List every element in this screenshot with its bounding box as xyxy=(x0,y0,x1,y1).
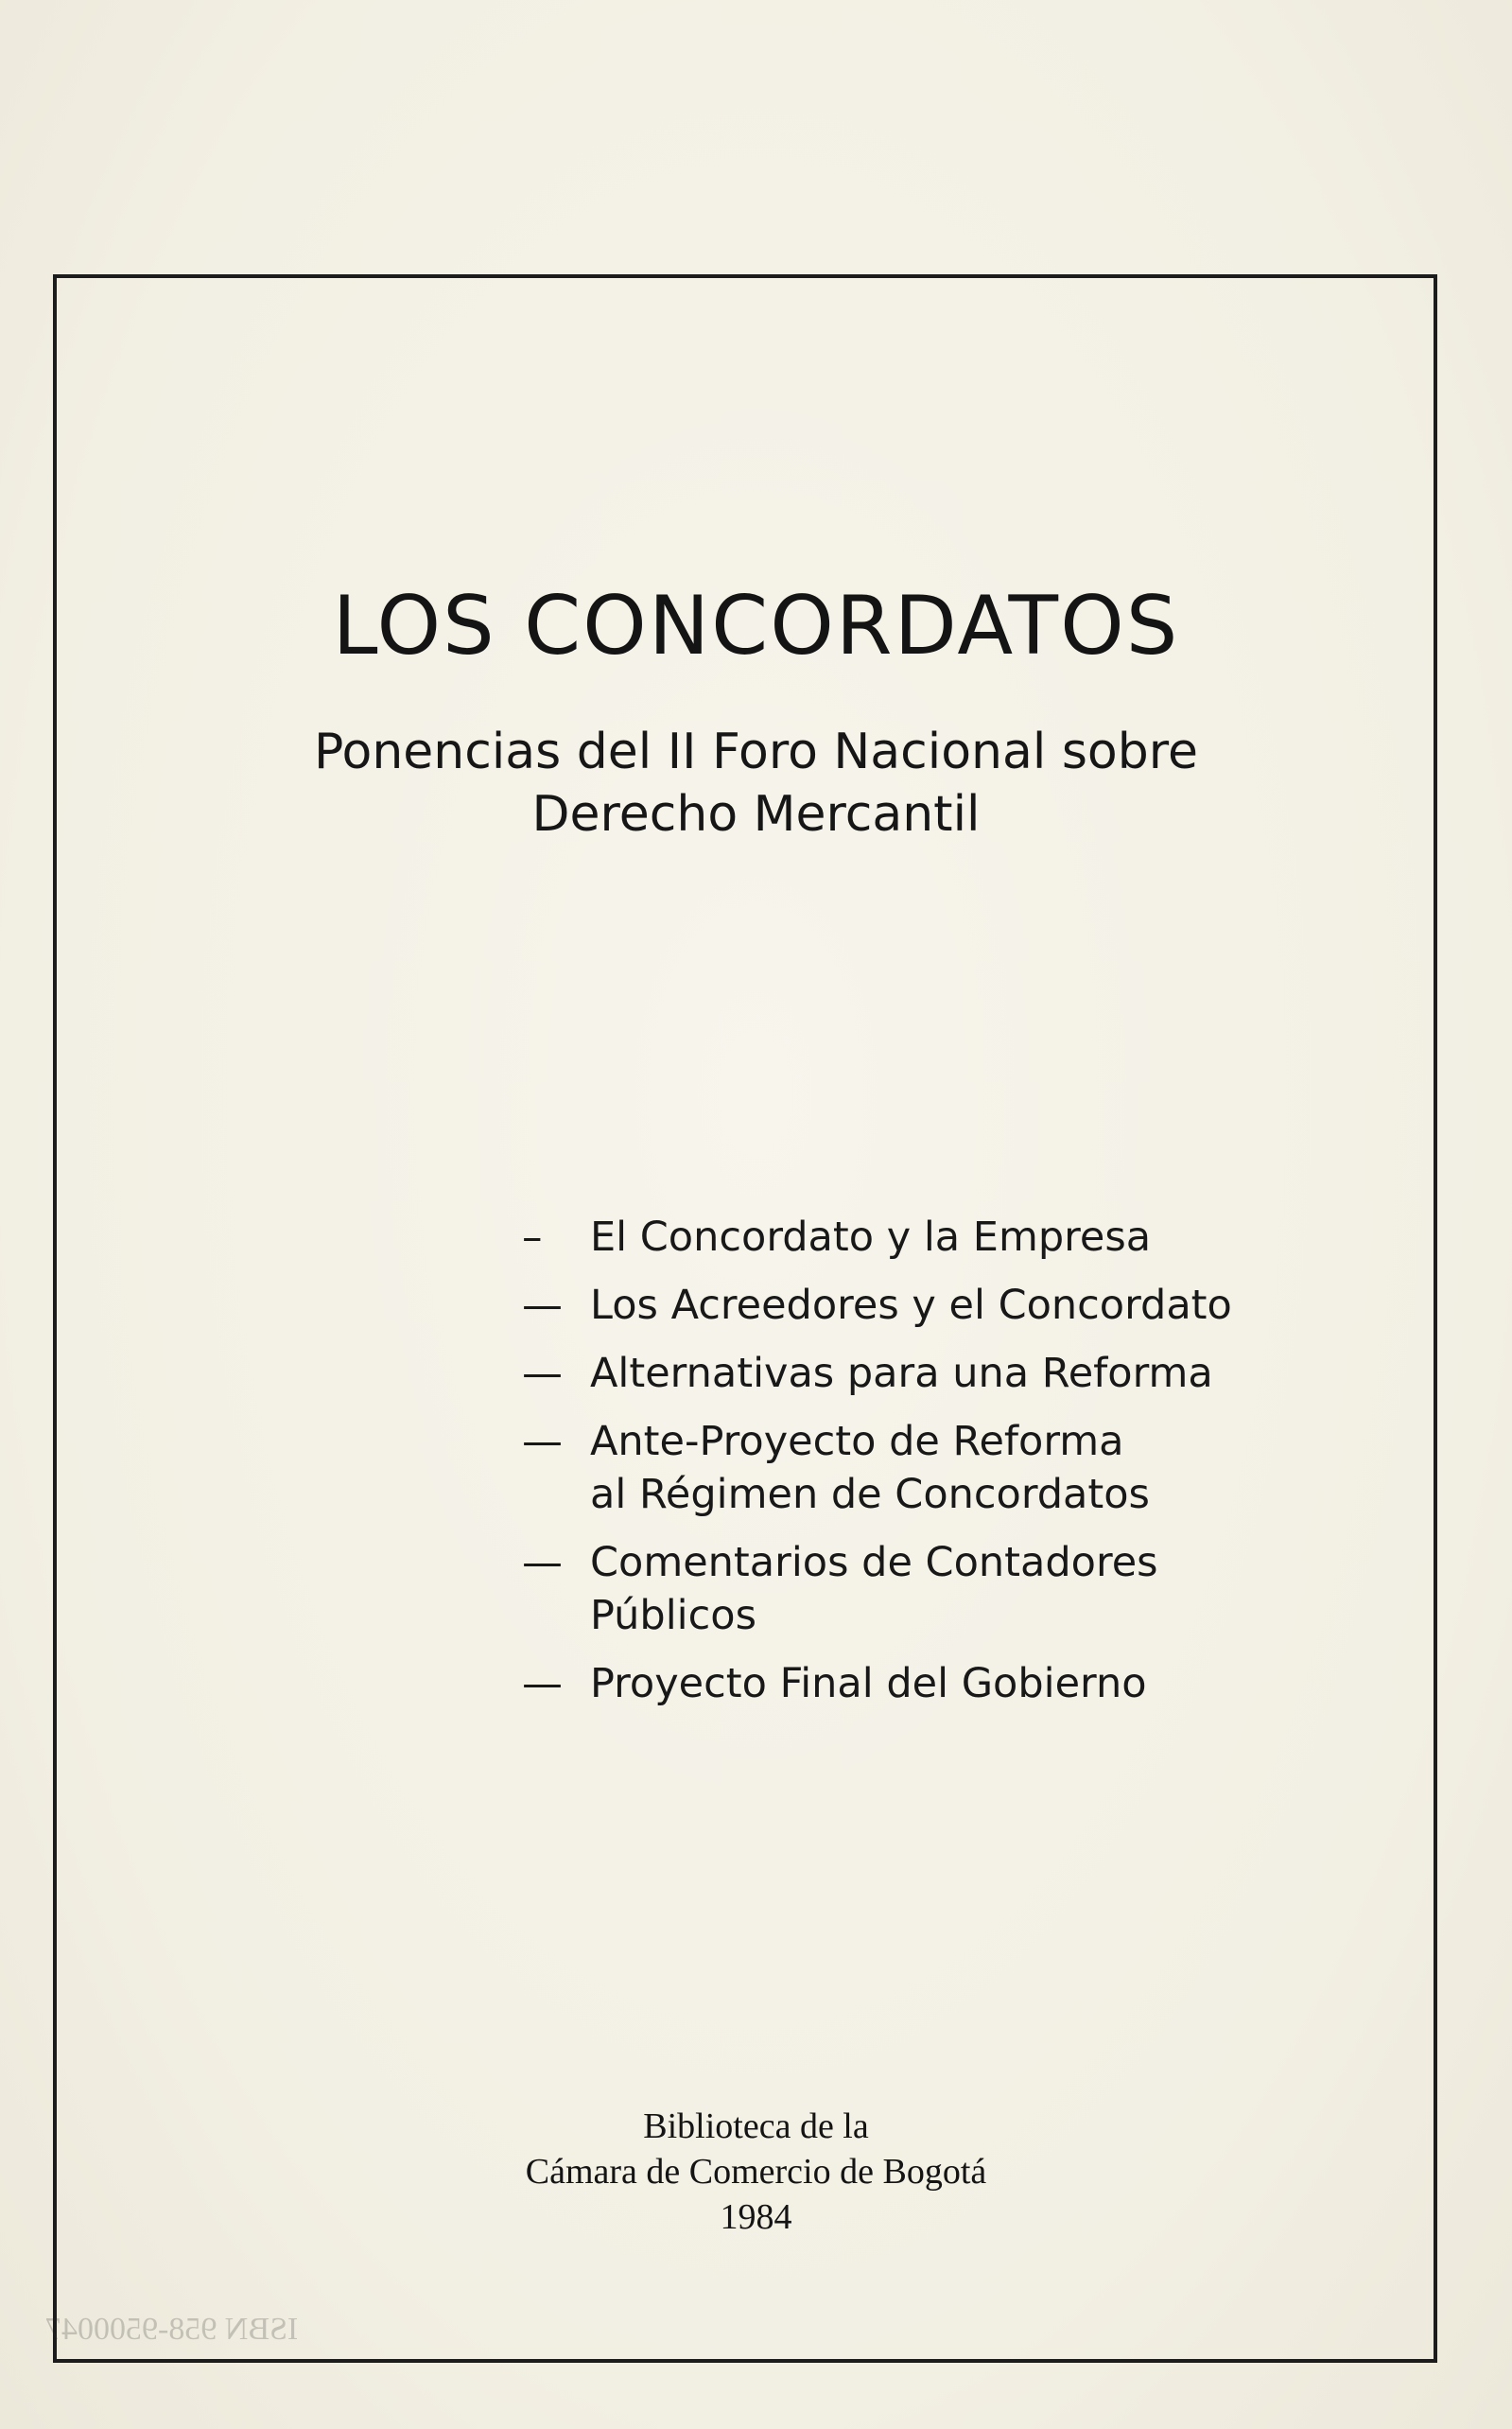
item-dash: — xyxy=(522,1282,563,1329)
publication-year: 1984 xyxy=(720,2197,792,2237)
item-text: El Concordato y la Empresa xyxy=(590,1214,1152,1261)
item-dash: — xyxy=(522,1418,563,1465)
publisher-block xyxy=(0,2104,1512,2240)
contents-item xyxy=(518,1211,1369,1264)
contents-list xyxy=(518,1211,1369,1725)
item-dash: — xyxy=(522,1350,563,1397)
book-subtitle xyxy=(0,721,1512,846)
contents-item xyxy=(518,1279,1369,1332)
item-text: Comentarios de Contadores xyxy=(590,1539,1158,1586)
item-text: Los Acreedores y el Concordato xyxy=(590,1282,1232,1329)
item-dash: — xyxy=(522,1539,563,1586)
subtitle-line-2: Derecho Mercantil xyxy=(531,786,981,843)
contents-item xyxy=(518,1657,1369,1710)
contents-item xyxy=(518,1415,1369,1521)
isbn-show-through: ISBN 958-9500047 xyxy=(45,2312,299,2347)
publisher-line-1: Biblioteca de la xyxy=(643,2106,869,2146)
item-text: Proyecto Final del Gobierno xyxy=(590,1660,1147,1707)
item-dash: – xyxy=(522,1214,543,1261)
publisher-line-2: Cámara de Comercio de Bogotá xyxy=(525,2152,987,2192)
item-text: Alternativas para una Reforma xyxy=(590,1350,1213,1397)
book-title: LOS CONCORDATOS xyxy=(332,579,1180,673)
contents-item xyxy=(518,1347,1369,1400)
contents-item xyxy=(518,1536,1369,1642)
item-dash: — xyxy=(522,1660,563,1707)
item-text: Ante-Proyecto de Reforma xyxy=(590,1418,1124,1465)
item-text-continued: Públicos xyxy=(590,1592,756,1639)
item-text-continued: al Régimen de Concordatos xyxy=(590,1471,1150,1518)
subtitle-line-1: Ponencias del II Foro Nacional sobre xyxy=(314,724,1198,780)
